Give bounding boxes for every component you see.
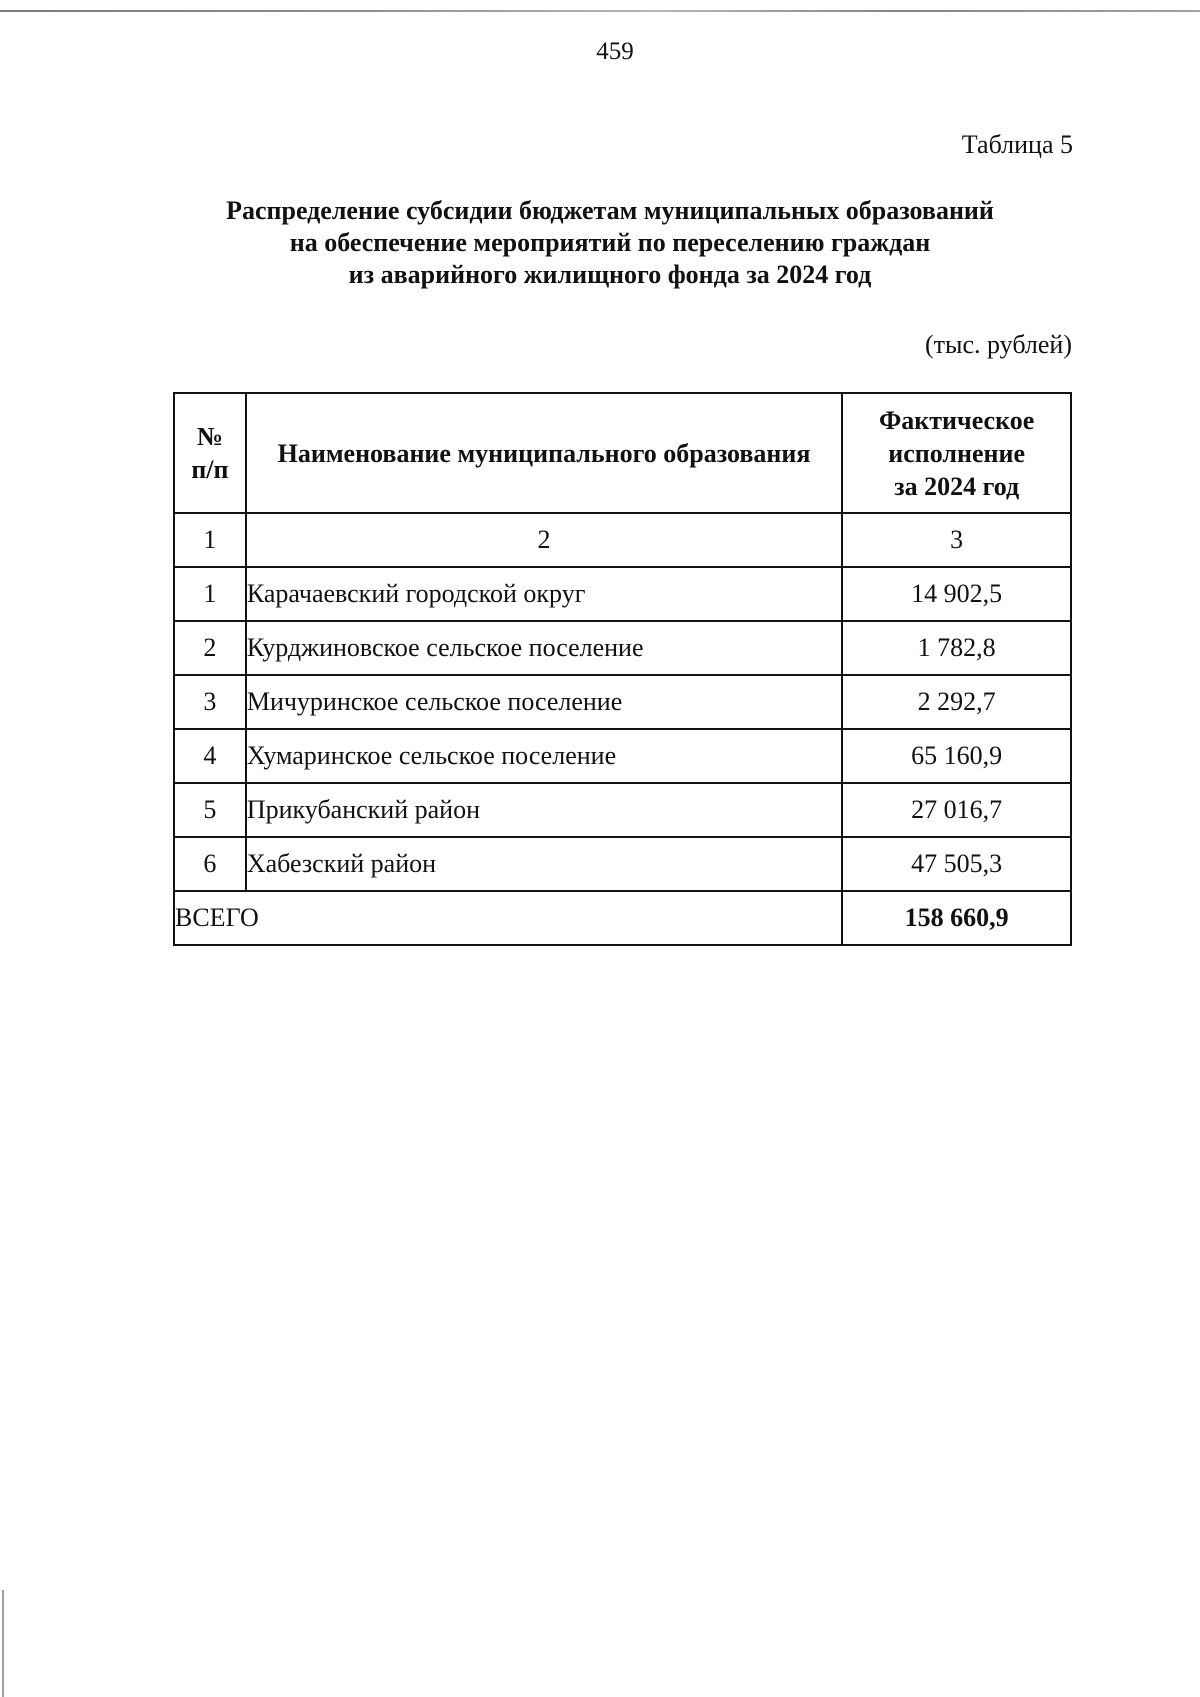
scan-edge-left: [2, 1590, 4, 1697]
row-num: 2: [174, 621, 246, 675]
row-municipality: Мичуринское сельское поселение: [246, 675, 842, 729]
row-value: 27 016,7: [842, 783, 1071, 837]
row-municipality: Курджиновское сельское поселение: [246, 621, 842, 675]
table-row: [174, 621, 1071, 675]
table-header-row: [174, 393, 1071, 513]
row-num: 1: [174, 567, 246, 621]
total-row: [174, 891, 1071, 945]
header-name: Наименование муниципального образования: [246, 393, 842, 513]
row-value: 47 505,3: [842, 837, 1071, 891]
row-municipality: Карачаевский городской округ: [246, 567, 842, 621]
title-line-2: на обеспечение мероприятий по переселению граждан: [289, 228, 931, 257]
total-value: 158 660,9: [842, 891, 1071, 945]
units-label: (тыс. рублей): [924, 330, 1072, 359]
row-num: 4: [174, 729, 246, 783]
row-municipality: Хабезский район: [246, 837, 842, 891]
table-row: [174, 783, 1071, 837]
scan-edge-top: [0, 10, 1200, 12]
title-line-3: из аварийного жилищного фонда за 2024 год: [348, 260, 872, 289]
header-value-line-3: за 2024 год: [894, 471, 1020, 501]
column-number-row: [174, 513, 1071, 567]
row-value: 2 292,7: [842, 675, 1071, 729]
header-num: [174, 393, 246, 513]
column-number: 3: [842, 513, 1071, 567]
header-num-line-1: №: [196, 422, 223, 451]
header-value-line-1: Фактическое: [878, 405, 1035, 435]
header-value-line-2: исполнение: [888, 438, 1026, 468]
row-value: 1 782,8: [842, 621, 1071, 675]
row-value: 14 902,5: [842, 567, 1071, 621]
column-number: 2: [246, 513, 842, 567]
title-line-1: Распределение субсидии бюджетам муниципальных образований: [226, 196, 994, 225]
row-num: 6: [174, 837, 246, 891]
table-row: [174, 837, 1071, 891]
column-number: 1: [174, 513, 246, 567]
row-municipality: Прикубанский район: [246, 783, 842, 837]
table-label: Таблица 5: [961, 130, 1073, 159]
document-title: [0, 195, 1200, 291]
row-num: 5: [174, 783, 246, 837]
row-municipality: Хумаринское сельское поселение: [246, 729, 842, 783]
header-num-line-2: п/п: [191, 455, 229, 484]
row-value: 65 160,9: [842, 729, 1071, 783]
table-row: [174, 567, 1071, 621]
table-row: [174, 729, 1071, 783]
subsidy-table: [173, 392, 1072, 946]
header-value: [842, 393, 1071, 513]
row-num: 3: [174, 675, 246, 729]
total-label: ВСЕГО: [174, 891, 842, 945]
table-row: [174, 675, 1071, 729]
page-number: 459: [596, 38, 634, 65]
